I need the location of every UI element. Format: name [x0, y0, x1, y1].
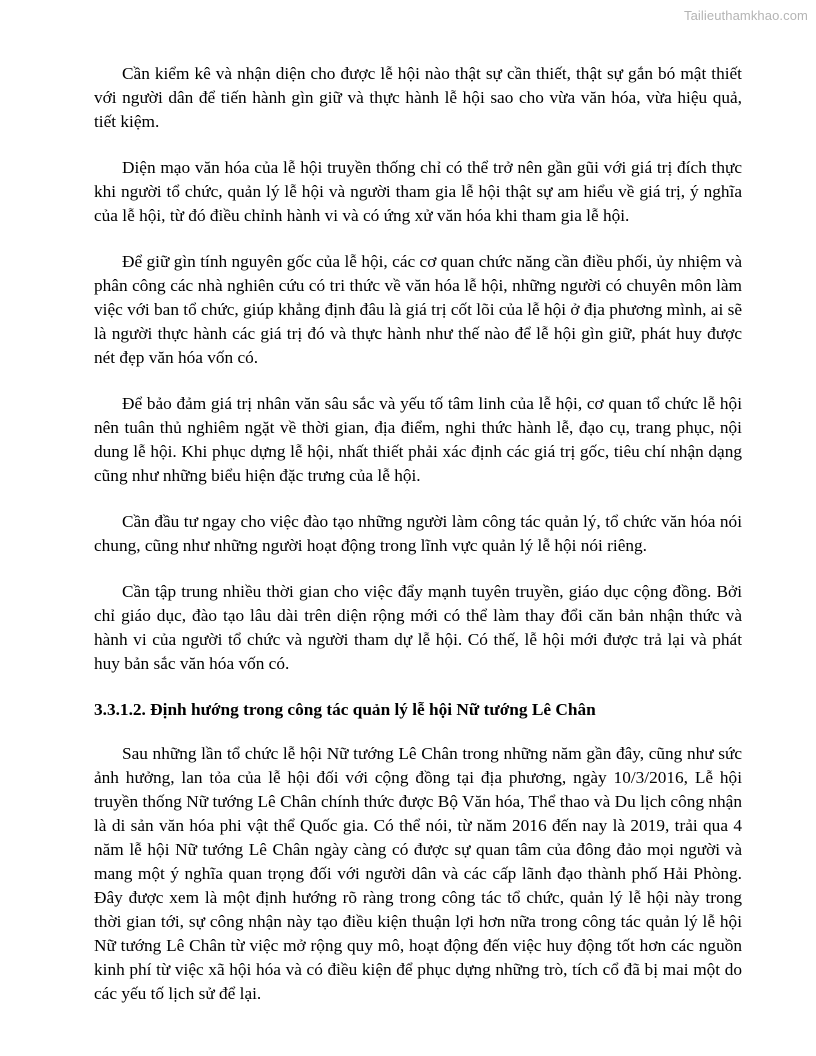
paragraph-3: Để giữ gìn tính nguyên gốc của lễ hội, các cơ quan chức năng cần điều phối, ủy nhiệm và phân công các nhà nghiên cứu có tri thức về văn hóa lễ hội, những người có chuyên môn làm việc với ban tổ chức, giúp khẳng định đâu là giá trị cốt lõi của lễ hội ở địa phương mình, ai sẽ là người thực hành các giá trị đó và thực hành như thế nào để lễ hội gìn giữ, phát huy được nét đẹp văn hóa vốn có. — [94, 252, 742, 367]
paragraph-1: Cần kiểm kê và nhận diện cho được lễ hội nào thật sự cần thiết, thật sự gắn bó mật thiết với người dân để tiến hành gìn giữ và thực hành lễ hội sao cho vừa văn hóa, vừa hiệu quả, tiết kiệm. — [94, 64, 742, 131]
paragraph-2: Diện mạo văn hóa của lễ hội truyền thống chỉ có thể trở nên gần gũi với giá trị đích thực khi người tổ chức, quản lý lễ hội và người tham gia lễ hội thật sự am hiểu về giá trị, ý nghĩa của lễ hội, từ đó điều chỉnh hành vi và có ứng xử văn hóa khi tham gia lễ hội. — [94, 158, 742, 225]
watermark: Tailieuthamkhao.com — [683, 8, 808, 23]
section-paragraph: Sau những lần tổ chức lễ hội Nữ tướng Lê Chân trong những năm gần đây, cũng như sức ảnh hưởng, lan tỏa của lễ hội đối với cộng đồng tại địa phương, ngày 10/3/2016, Lễ hội truyền thống Nữ tướng Lê Chân chính thức được Bộ Văn hóa, Thể thao và Du lịch công nhận là di sản văn hóa phi vật thể Quốc gia. Có thể nói, từ năm 2016 đến nay là 2019, trải qua 4 năm lễ hội Nữ tướng Lê Chân ngày càng có được sự quan tâm của đông đảo mọi người và mang một ý nghĩa quan trọng đối với người dân và các cấp lãnh đạo thành phố Hải Phòng. Đây được xem là một định hướng rõ ràng trong công tác tổ chức, quản lý lễ hội này trong thời gian tới, sự công nhận này tạo điều kiện thuận lợi hơn nữa trong công tác quản lý lễ hội Nữ tướng Lê Chân từ việc mở rộng quy mô, hoạt động đến việc huy động tốt hơn các nguồn kinh phí từ việc xã hội hóa và có điều kiện để phục dựng những trò, tích cổ đã bị mai một do các yếu tố lịch sử để lại. — [94, 744, 742, 1003]
paragraph-5: Cần đầu tư ngay cho việc đào tạo những người làm công tác quản lý, tổ chức văn hóa nói chung, cũng như những người hoạt động trong lĩnh vực quản lý lễ hội nói riêng. — [94, 512, 742, 555]
section-heading: 3.3.1.2. Định hướng trong công tác quản lý lễ hội Nữ tướng Lê Chân — [94, 700, 596, 719]
paragraph-4: Để bảo đảm giá trị nhân văn sâu sắc và yếu tố tâm linh của lễ hội, cơ quan tổ chức lễ hội nên tuân thủ nghiêm ngặt về thời gian, địa điểm, nghi thức hành lễ, đạo cụ, trang phục, nội dung lễ hội. Khi phục dựng lễ hội, nhất thiết phải xác định các giá trị gốc, tiêu chí nhận dạng cũng như những biểu hiện đặc trưng của lễ hội. — [94, 394, 742, 485]
paragraph-6: Cần tập trung nhiều thời gian cho việc đẩy mạnh tuyên truyền, giáo dục cộng đồng. Bởi chỉ giáo dục, đào tạo lâu dài trên diện rộng mới có thể làm thay đổi căn bản nhận thức và hành vi của người tổ chức và người tham dự lễ hội. Có thế, lễ hội mới được trả lại và phát huy bản sắc văn hóa vốn có. — [94, 582, 742, 673]
document-page — [94, 62, 742, 1028]
